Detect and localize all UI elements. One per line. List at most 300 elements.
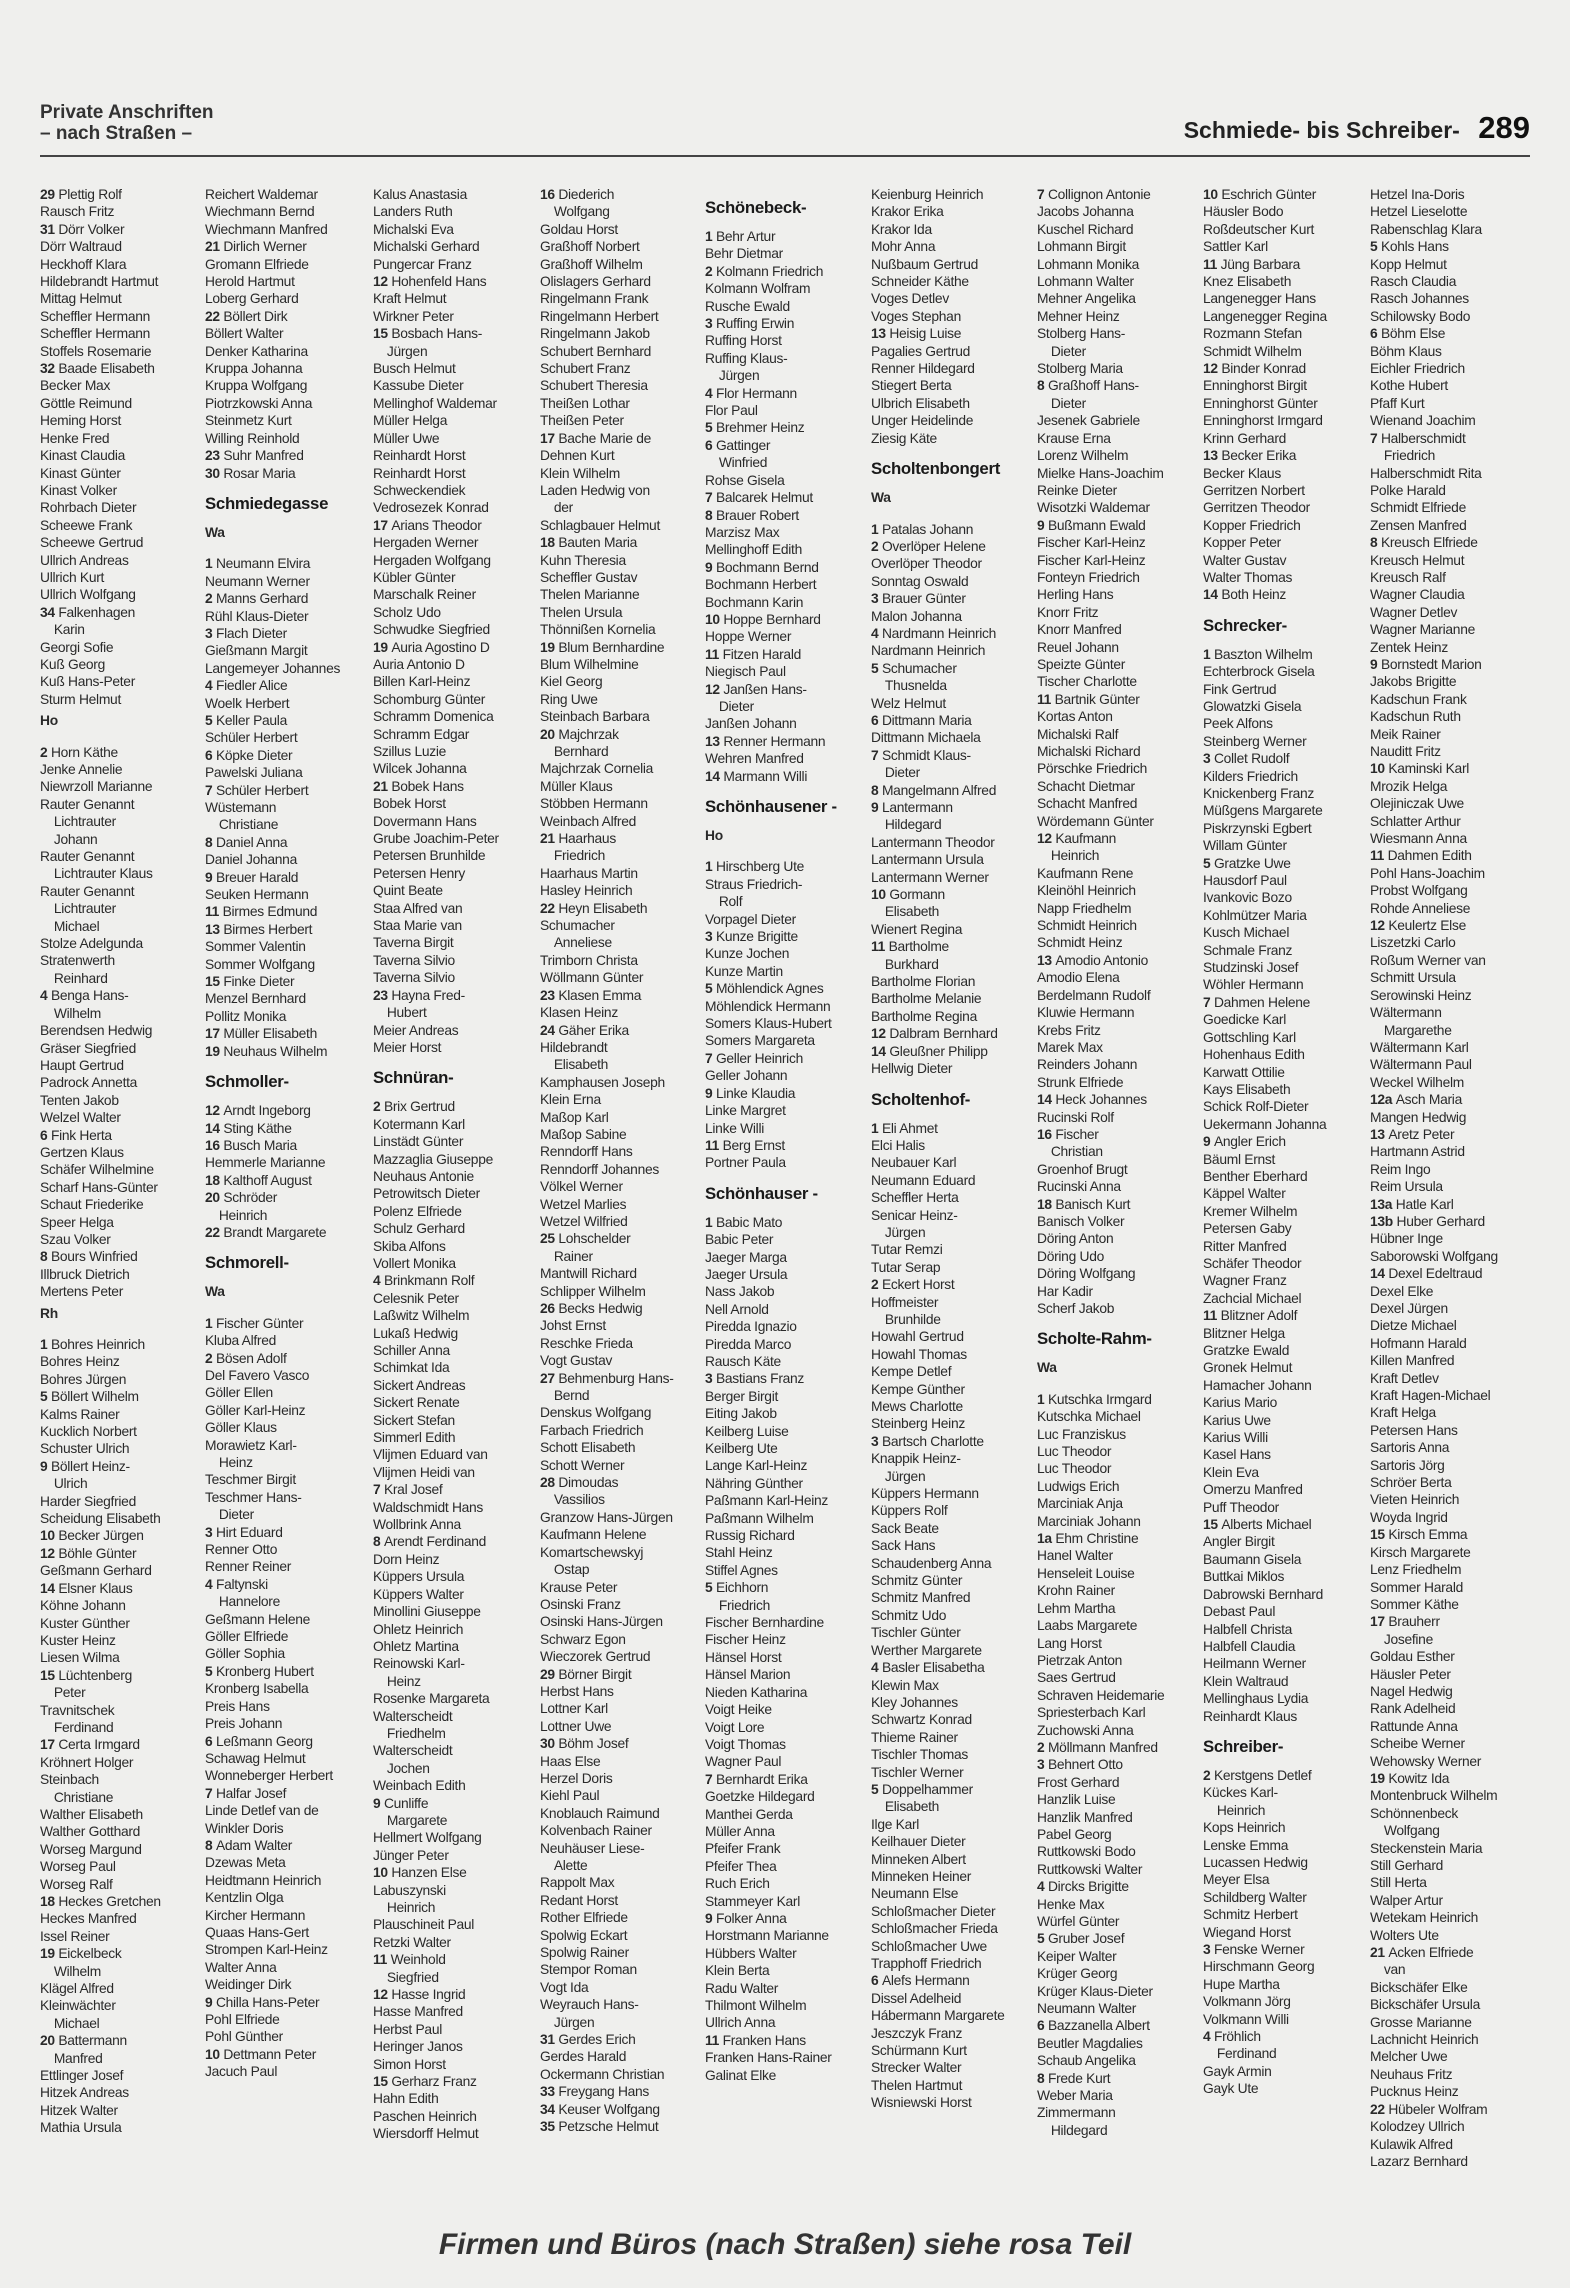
resident-entry: Ilge Karl [871, 1815, 920, 1832]
house-number: 1 [705, 228, 716, 244]
resident-entry: Gießmann Margit [205, 642, 308, 659]
house-number: 3 [871, 1432, 882, 1449]
resident-entry: 1 Behr Artur [705, 228, 776, 244]
resident-entry: Wienand Joachim [1370, 412, 1476, 429]
resident-entry: Hänsel Horst [705, 1648, 782, 1665]
resident-entry: Schwartz Konrad [871, 1711, 972, 1728]
resident-entry: Küppers Hermann [871, 1485, 979, 1502]
house-number: 14 [1370, 1265, 1389, 1282]
resident-entry: Schmidt Heinz [1037, 934, 1123, 951]
house-number: 7 [1370, 429, 1381, 446]
resident-entry: 10 Dettmann Peter [205, 2045, 317, 2062]
resident-entry: Piskrzynski Egbert [1203, 819, 1312, 836]
resident-entry: Enninghorst Günter [1203, 394, 1318, 411]
resident-entry: Quint Beate [373, 882, 443, 899]
resident-entry: 9 Angler Erich [1203, 1133, 1286, 1150]
resident-entry: Reinhardt Klaus [1203, 1707, 1297, 1724]
resident-entry: Zensen Manfred [1370, 516, 1467, 533]
resident-entry: Worseg Margund [40, 1840, 142, 1857]
house-number: 3 [705, 1370, 716, 1387]
resident-entry: Keiper Walter [1037, 1947, 1117, 1964]
resident-entry: 5 Keller Paula [205, 711, 287, 728]
resident-entry: Nähring Günther [705, 1474, 803, 1491]
house-number: 2 [705, 262, 716, 279]
house-number: 11 [705, 645, 723, 662]
resident-entry: 3 Behnert Otto [1037, 1756, 1123, 1773]
resident-entry: Neumann Walter [1037, 2000, 1137, 2017]
resident-entry: Beutler Magdalies [1037, 2034, 1143, 2051]
resident-entry: Baumann Gisela [1203, 1550, 1302, 1567]
resident-entry: Billen Karl-Heinz [373, 673, 471, 690]
entry-continuation: Hannelore [218, 1593, 280, 1610]
entry-continuation: Heinrich [386, 1899, 436, 1915]
resident-entry: 28 Dimoudas [540, 1474, 619, 1491]
resident-entry: Würfel Günter [1037, 1913, 1120, 1929]
resident-entry: Scheewe Gertrud [40, 534, 144, 551]
resident-entry: Wolters Ute [1370, 1926, 1439, 1943]
resident-entry: 19 Kowitz Ida [1370, 1769, 1450, 1786]
resident-entry: Ruffing Klaus- [705, 349, 788, 366]
resident-entry: Schmitz Günter [871, 1572, 963, 1589]
resident-entry: Schneider Käthe [871, 273, 969, 290]
entry-continuation: Friedrich [553, 847, 605, 864]
entry-continuation: Christiane [53, 1788, 114, 1805]
resident-entry: Komartschewskyj [540, 1543, 644, 1560]
resident-entry: Berdelmann Rudolf [1037, 986, 1151, 1003]
directory-column [1370, 186, 1530, 2216]
resident-entry: 7 Schüler Herbert [205, 781, 309, 798]
house-number: 12 [373, 273, 392, 290]
resident-entry: Döring Anton [1037, 1230, 1114, 1247]
resident-entry: Michalski Eva [373, 220, 454, 237]
resident-entry: Herbst Paul [373, 2020, 443, 2037]
resident-entry: Mangen Hedwig [1370, 1108, 1467, 1125]
resident-entry: Marciniak Anja [1037, 1495, 1123, 1512]
house-number: 20 [205, 1189, 224, 1206]
resident-entry: 8 Bours Winfried [40, 1248, 138, 1265]
house-number: 7 [705, 489, 716, 506]
resident-entry: 2 Kerstgens Detlef [1203, 1766, 1312, 1783]
page-number: 289 [1478, 110, 1530, 145]
resident-entry: 18 Heckes Gretchen [40, 1893, 161, 1909]
resident-entry: 9 Bußmann Ewald [1037, 516, 1146, 533]
house-number: 13 [1203, 447, 1222, 464]
resident-entry: Göller Karl-Heinz [205, 1401, 306, 1418]
house-number: 11 [1370, 847, 1388, 864]
resident-entry: Scheidung Elisabeth [40, 1510, 161, 1527]
resident-entry: 11 Bartnik Günter [1037, 690, 1140, 707]
house-number: 13 [705, 732, 724, 749]
resident-entry: Rosenke Margareta [373, 1690, 490, 1707]
resident-entry: Piredda Marco [705, 1335, 792, 1352]
resident-entry: Scheewe Frank [40, 516, 133, 533]
resident-entry: 8 Adam Walter [205, 1836, 293, 1853]
entry-continuation: Heinz [218, 1454, 253, 1470]
resident-entry: Werther Margarete [871, 1641, 982, 1658]
resident-entry: Hofmann Harald [1370, 1334, 1467, 1351]
resident-entry: Sattler Karl [1203, 238, 1268, 255]
resident-entry: 20 Battermann [40, 2032, 127, 2049]
street-heading: Schönhausener - [705, 797, 837, 816]
house-number: 10 [373, 1864, 392, 1881]
resident-entry: 11 Franken Hans [705, 2031, 806, 2048]
resident-entry: Kalus Anastasia [373, 186, 467, 202]
house-number: 19 [1370, 1769, 1389, 1786]
resident-entry: Schacht Dietmar [1037, 777, 1135, 794]
resident-entry: 11 Jüng Barbara [1203, 255, 1301, 272]
house-number: 12 [40, 1544, 59, 1561]
resident-entry: Dehnen Kurt [540, 447, 615, 464]
entry-continuation: Friedhelm [386, 1724, 446, 1741]
resident-entry: 9 Folker Anna [705, 1909, 787, 1926]
house-number: 20 [40, 2032, 59, 2049]
resident-entry: Kluwie Hermann [1037, 1004, 1135, 1021]
resident-entry: Klasen Heinz [540, 1004, 618, 1021]
house-number: 11 [705, 2031, 723, 2048]
resident-entry: 14 Heck Johannes [1037, 1091, 1147, 1108]
resident-entry: Kreusch Ralf [1370, 568, 1446, 585]
house-number: 23 [540, 986, 559, 1003]
resident-entry: 31 Dörr Volker [40, 220, 125, 237]
resident-entry: Denker Katharina [205, 342, 308, 359]
house-number: 10 [1370, 760, 1389, 777]
district-code: Wa [1037, 1359, 1057, 1376]
entry-continuation: Jürgen [884, 1467, 926, 1484]
resident-entry: 2 Möllmann Manfred [1037, 1738, 1158, 1755]
resident-entry: 7 Kral Josef [373, 1481, 443, 1498]
resident-entry: Kopper Peter [1203, 534, 1281, 551]
house-number: 12 [205, 1102, 224, 1119]
district-code: Wa [205, 523, 225, 540]
resident-entry: 34 Keuser Wolfgang [540, 2100, 660, 2117]
resident-entry: Thelen Hartmut [871, 2076, 963, 2093]
resident-entry: Kuß Georg [40, 655, 105, 672]
resident-entry: 2 Manns Gerhard [205, 590, 309, 607]
resident-entry: Denskus Wolfgang [540, 1404, 652, 1421]
resident-entry: 18 Banisch Kurt [1037, 1195, 1131, 1212]
resident-entry: Wetekam Heinrich [1370, 1909, 1479, 1926]
resident-entry: 1 Hirschberg Ute [705, 858, 805, 875]
resident-entry: 15 Finke Dieter [205, 973, 295, 990]
house-number: 12a [1370, 1091, 1396, 1108]
resident-entry: Stolberg Hans- [1037, 325, 1126, 342]
resident-entry: Gerdes Harald [540, 2048, 627, 2065]
resident-entry: Müßgens Margarete [1203, 802, 1323, 819]
house-number: 4 [205, 1575, 216, 1592]
house-number: 4 [40, 987, 51, 1004]
resident-entry: Keilberg Luise [705, 1422, 789, 1439]
resident-entry: Meier Andreas [373, 1021, 459, 1038]
resident-entry: Kopper Friedrich [1203, 516, 1301, 533]
resident-entry: Scholz Udo [373, 603, 441, 620]
resident-entry: Heringer Janos [373, 2038, 463, 2055]
resident-entry: 7 Halfar Josef [205, 1784, 287, 1801]
resident-entry: Schröer Berta [1370, 1474, 1452, 1491]
entry-continuation: Heinrich [218, 1206, 268, 1223]
resident-entry: Schimkat Ida [373, 1359, 450, 1376]
resident-entry: Lohmann Walter [1037, 273, 1134, 290]
resident-entry: Paßmann Wilhelm [705, 1509, 814, 1526]
resident-entry: 9 Bochmann Bernd [705, 558, 819, 575]
resident-entry: Rank Adelheid [1370, 1700, 1456, 1717]
resident-entry: Mertens Peter [40, 1283, 124, 1300]
entry-continuation: Wolfgang [1383, 1822, 1440, 1839]
resident-entry: Voigt Lore [705, 1718, 765, 1735]
resident-entry: Tenten Jakob [40, 1091, 119, 1108]
resident-entry: Kamphausen Joseph [540, 1073, 665, 1090]
resident-entry: Zachcial Michael [1203, 1289, 1302, 1306]
resident-entry: Eiting Jakob [705, 1405, 777, 1422]
house-number: 8 [705, 506, 716, 523]
resident-entry: Pohl Günther [205, 2028, 283, 2045]
resident-entry: Kröhnert Holger [40, 1753, 134, 1770]
house-number: 28 [540, 1474, 559, 1491]
resident-entry: Reinke Dieter [1037, 481, 1117, 498]
resident-entry: Niewrzoll Marianne [40, 778, 153, 795]
resident-entry: Volkmann Jörg [1203, 1993, 1291, 2010]
resident-entry: 29 Börner Birgit [540, 1665, 632, 1682]
entry-continuation: Friedrich [718, 1596, 770, 1613]
resident-entry: Pabel Georg [1037, 1825, 1112, 1842]
resident-entry: Schulz Gerhard [373, 1220, 465, 1237]
resident-entry: Goedicke Karl [1203, 1011, 1287, 1028]
resident-entry: Kunze Martin [705, 962, 783, 979]
resident-entry: Voigt Thomas [705, 1735, 786, 1752]
resident-entry: Schott Werner [540, 1456, 625, 1473]
resident-entry: Hildebrandt [540, 1038, 608, 1055]
resident-entry: Teschmer Hans- [205, 1488, 302, 1505]
house-number: 2 [1203, 1766, 1214, 1783]
resident-entry: 14 Gleußner Philipp [871, 1042, 988, 1059]
entry-continuation: Bernhard [553, 743, 609, 759]
entry-continuation: Christiane [218, 816, 279, 833]
resident-entry: Bobek Horst [373, 795, 446, 812]
entry-continuation: Karin [53, 621, 85, 638]
resident-entry: Thelen Ursula [540, 603, 623, 620]
resident-entry: Willing Reinhold [205, 429, 300, 446]
resident-entry: Kolodzey Ullrich [1370, 2118, 1465, 2135]
resident-entry: Sommer Käthe [1370, 1595, 1459, 1612]
resident-entry: Pohl Elfriede [205, 2011, 280, 2027]
house-number: 5 [705, 980, 716, 997]
resident-entry: 12a Asch Maria [1370, 1091, 1462, 1108]
resident-entry: 15 Gerharz Franz [373, 2073, 477, 2090]
resident-entry: Farbach Friedrich [540, 1421, 644, 1438]
resident-entry: Hupe Martha [1203, 1975, 1280, 1992]
resident-entry: Gayk Ute [1203, 2080, 1259, 2097]
resident-entry: Mielke Hans-Joachim [1037, 464, 1164, 481]
resident-entry: Thelen Marianne [540, 586, 640, 603]
resident-entry: 13 Aretz Peter [1370, 1125, 1455, 1142]
section-label-line1: Private Anschriften [40, 102, 214, 123]
resident-entry: Schmitz Manfred [871, 1589, 971, 1606]
resident-entry: 14 Elsner Klaus [40, 1579, 133, 1596]
resident-entry: Piredda Ignazio [705, 1318, 797, 1335]
resident-entry: Schwudke Siegfried [373, 621, 490, 638]
resident-entry: 30 Rosar Maria [205, 464, 296, 481]
resident-entry: Gromann Elfriede [205, 255, 309, 272]
resident-entry: Kinast Claudia [40, 447, 126, 464]
house-number: 5 [871, 659, 882, 676]
resident-entry: 21 Dirlich Werner [205, 238, 307, 255]
resident-entry: Lottner Karl [540, 1700, 608, 1717]
resident-entry: 8 Graßhoff Hans- [1037, 377, 1139, 394]
resident-entry: Hanel Walter [1037, 1547, 1113, 1564]
resident-entry: 2 Bösen Adolf [205, 1349, 287, 1366]
house-number: 3 [1203, 1941, 1214, 1957]
entry-continuation: Margarethe [1383, 1021, 1452, 1038]
street-heading: Scholtenhof- [871, 1089, 971, 1109]
resident-entry: Ockermann Christian [540, 2065, 665, 2082]
resident-entry: 2 Overlöper Helene [871, 537, 986, 554]
resident-entry: Woelk Herbert [205, 694, 290, 711]
resident-entry: Kaufmann Helene [540, 1526, 647, 1543]
resident-entry: Neubauer Karl [871, 1154, 957, 1171]
house-number: 12 [1203, 360, 1222, 377]
house-number: 15 [1370, 1526, 1389, 1543]
resident-entry: Hetzel Lieselotte [1370, 203, 1468, 220]
house-number: 11 [1203, 1307, 1221, 1324]
resident-entry: Mehner Angelika [1037, 290, 1136, 307]
resident-entry: Scheffler Herta [871, 1189, 959, 1206]
house-number: 13 [871, 325, 890, 342]
resident-entry: 5 Eichhorn [705, 1579, 769, 1596]
street-heading: Schönebeck- [705, 198, 807, 217]
resident-entry: Liszetzki Carlo [1370, 934, 1456, 951]
resident-entry: Krohn Rainer [1037, 1582, 1115, 1599]
resident-entry: Klein Wilhelm [540, 464, 620, 481]
resident-entry: Steinbach [40, 1771, 99, 1788]
resident-entry: Fonteyn Friedrich [1037, 568, 1140, 585]
resident-entry: Woyda Ingrid [1370, 1508, 1448, 1525]
resident-entry: Puff Theodor [1203, 1498, 1279, 1515]
resident-entry: Kleinöhl Heinrich [1037, 882, 1136, 899]
resident-entry: Renndorff Johannes [540, 1160, 659, 1177]
house-number: 13 [205, 920, 224, 937]
house-number: 22 [205, 307, 224, 324]
resident-entry: 11 Birmes Edmund [205, 903, 318, 920]
directory-column [871, 186, 1031, 2216]
resident-entry: Reuel Johann [1037, 638, 1119, 655]
resident-entry: 7 Bernhardt Erika [705, 1770, 808, 1787]
resident-entry: Nauditt Fritz [1370, 743, 1441, 759]
resident-entry: Wältermann Paul [1370, 1056, 1472, 1073]
entry-continuation: Jürgen [553, 2013, 595, 2030]
resident-entry: Pfeifer Frank [705, 1840, 781, 1857]
resident-entry: Hellwig Dieter [871, 1060, 953, 1077]
resident-entry: 26 Becks Hedwig [540, 1300, 643, 1316]
resident-entry: Melcher Uwe [1370, 2048, 1448, 2065]
entry-continuation: Heinrich [1216, 1801, 1266, 1818]
resident-entry: Wiegand Horst [1203, 1923, 1291, 1940]
resident-entry: Rauter Genannt [40, 882, 135, 899]
entry-continuation: van [1383, 1961, 1406, 1978]
house-number: 7 [705, 1049, 716, 1066]
resident-entry: 6 Fink Herta [40, 1126, 112, 1143]
resident-entry: Weinbach Alfred [540, 812, 637, 829]
house-number: 12 [373, 1986, 392, 2003]
resident-entry: 20 Majchrzak [540, 725, 619, 742]
resident-entry: Menzel Bernhard [205, 990, 306, 1007]
resident-entry: Heilmann Werner [1203, 1655, 1306, 1672]
resident-entry: 25 Lohschelder [540, 1230, 631, 1247]
house-number: 10 [871, 886, 890, 903]
resident-entry: Krüger Georg [1037, 1965, 1118, 1982]
resident-entry: Polke Harald [1370, 481, 1446, 498]
resident-entry: Kraft Helmut [373, 290, 447, 307]
house-number: 4 [205, 677, 216, 694]
resident-entry: 1 Eli Ahmet [871, 1119, 938, 1136]
resident-entry: Rabenschlag Klara [1370, 220, 1482, 237]
resident-entry: Pungercar Franz [373, 255, 472, 272]
resident-entry: Taverna Birgit [373, 934, 454, 951]
resident-entry: Schaudenberg Anna [871, 1554, 992, 1571]
resident-entry: 2 Horn Käthe [40, 743, 118, 760]
resident-entry: Michalski Gerhard [373, 238, 480, 255]
resident-entry: 12 Dalbram Bernhard [871, 1025, 998, 1042]
entry-continuation: Hildegard [884, 816, 942, 833]
resident-entry: 33 Freygang Hans [540, 2083, 650, 2100]
resident-entry: Häusler Peter [1370, 1665, 1451, 1682]
resident-entry: Hábermann Margarete [871, 2007, 1005, 2024]
resident-entry: 7 Balcarek Helmut [705, 489, 813, 506]
resident-entry: Goldau Esther [1370, 1648, 1455, 1665]
resident-entry: Schmitz Herbert [1203, 1906, 1298, 1923]
resident-entry: 14 Dexel Edeltraud [1370, 1265, 1483, 1282]
resident-entry: 12 Hasse Ingrid [373, 1986, 466, 2003]
resident-entry: Bickschäfer Ursula [1370, 1996, 1480, 2013]
resident-entry: 10 Gormann [871, 886, 945, 903]
resident-entry: Fischer Bernhardine [705, 1614, 824, 1631]
resident-entry: Laabs Margarete [1037, 1617, 1138, 1634]
resident-entry: Bartholme Melanie [871, 990, 982, 1007]
resident-entry: Krause Erna [1037, 429, 1111, 446]
house-number: 8 [373, 1533, 384, 1550]
house-number: 30 [205, 464, 224, 481]
resident-entry: Sickert Renate [373, 1394, 460, 1411]
resident-entry: Quaas Hans-Gert [205, 1923, 309, 1940]
resident-entry: Wiesmann Anna [1370, 830, 1467, 847]
resident-entry: Linke Willi [705, 1119, 765, 1136]
resident-entry: 21 Bobek Hans [373, 777, 464, 794]
resident-entry: Stolberg Maria [1037, 360, 1123, 377]
entry-continuation: Elisabeth [553, 1056, 609, 1073]
resident-entry: Karius Uwe [1203, 1411, 1271, 1428]
house-number: 21 [373, 777, 392, 794]
resident-entry: Dexel Jürgen [1370, 1300, 1448, 1316]
resident-entry: Wagner Detlev [1370, 603, 1458, 620]
resident-entry: Keilhauer Dieter [871, 1833, 966, 1850]
resident-entry: Dzewas Meta [205, 1854, 286, 1871]
house-number: 1 [871, 520, 882, 537]
resident-entry: Dissel Adelheid [871, 1989, 962, 2006]
resident-entry: 6 Bazzanella Albert [1037, 2017, 1150, 2034]
house-number: 23 [373, 986, 392, 1003]
resident-entry: Ettlinger Josef [40, 2067, 124, 2084]
house-number: 14 [40, 1579, 59, 1596]
resident-entry: Keilberg Ute [705, 1440, 778, 1456]
resident-entry: Böllert Walter [205, 325, 284, 342]
resident-entry: Mantwill Richard [540, 1265, 637, 1282]
resident-entry: Ritter Manfred [1203, 1237, 1287, 1254]
resident-entry: Rusche Ewald [705, 297, 790, 314]
resident-entry: Küppers Walter [373, 1585, 464, 1602]
resident-entry: Schubert Theresia [540, 377, 648, 394]
resident-entry: Skiba Alfons [373, 1237, 446, 1254]
resident-entry: Polenz Elfriede [373, 1202, 462, 1219]
resident-entry: Renner Hildegard [871, 360, 975, 377]
resident-entry: Dexel Elke [1370, 1282, 1434, 1299]
